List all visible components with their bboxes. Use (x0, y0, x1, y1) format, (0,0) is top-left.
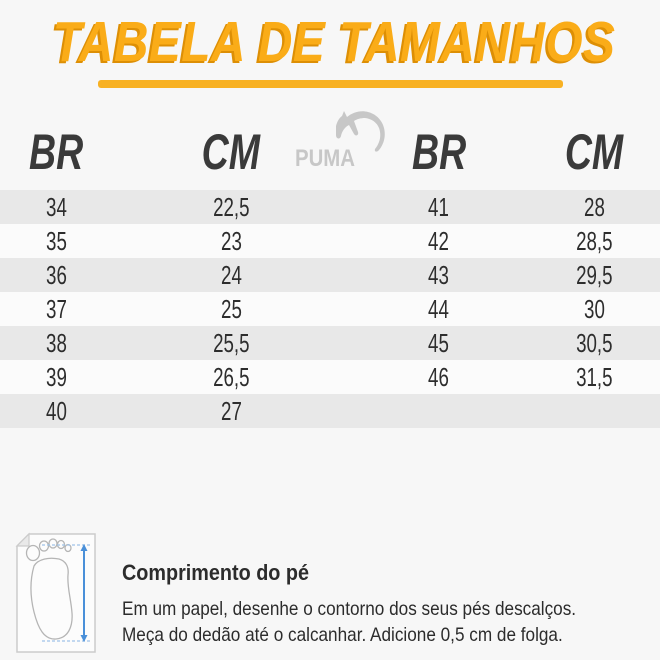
size-value: 36 (45, 259, 67, 290)
size-table-body (0, 190, 660, 428)
size-cell (528, 225, 660, 256)
size-cell (112, 395, 350, 426)
size-cell (528, 259, 660, 290)
size-cell (350, 402, 528, 420)
size-cell (112, 327, 350, 358)
foot-measurement-icon (14, 532, 98, 654)
size-cell (0, 293, 112, 324)
size-cell (0, 259, 112, 290)
size-table-header (0, 108, 660, 180)
size-value: 22,5 (212, 191, 250, 222)
puma-logo (294, 108, 396, 172)
size-value: 29,5 (575, 259, 613, 290)
size-value: 31,5 (575, 361, 613, 392)
puma-wordmark: PUMA (295, 145, 355, 172)
title-block (0, 0, 660, 88)
size-cell (350, 293, 528, 324)
info-text-block (122, 532, 638, 648)
size-cell (0, 327, 112, 358)
size-value: 37 (45, 293, 67, 324)
size-cell (528, 293, 660, 324)
size-value: 45 (428, 327, 450, 358)
size-cell (112, 191, 350, 222)
header-cm-right: CM (564, 124, 624, 180)
size-cell (350, 191, 528, 222)
size-cell (112, 225, 350, 256)
size-table (0, 108, 660, 428)
page-title: TABELA DE TAMANHOS (52, 10, 616, 74)
info-line-2: Meça do dedão até o calcanhar. Adicione 0,5 cm de folga. (122, 624, 563, 646)
size-value: 39 (45, 361, 67, 392)
size-cell (350, 361, 528, 392)
size-value: 23 (220, 225, 242, 256)
size-value: 27 (220, 395, 242, 426)
size-value: 30 (583, 293, 605, 324)
table-row (0, 360, 660, 394)
table-row (0, 190, 660, 224)
table-row (0, 224, 660, 258)
size-value: 25 (220, 293, 242, 324)
size-value: 43 (428, 259, 450, 290)
measurement-info (14, 532, 638, 654)
header-br-left: BR (29, 124, 84, 180)
table-row (0, 326, 660, 360)
size-value: 38 (45, 327, 67, 358)
header-cm-left: CM (201, 124, 261, 180)
size-value: 34 (45, 191, 67, 222)
title-underline (98, 80, 563, 88)
size-value: 30,5 (575, 327, 613, 358)
size-value: 24 (220, 259, 242, 290)
paper-fold-corner (17, 534, 29, 546)
size-value: 25,5 (212, 327, 250, 358)
table-row (0, 258, 660, 292)
size-value: 41 (428, 191, 450, 222)
size-cell (528, 327, 660, 358)
table-row (0, 292, 660, 326)
size-cell (350, 259, 528, 290)
size-value: 35 (45, 225, 67, 256)
info-heading: Comprimento do pé (122, 560, 310, 585)
size-cell (528, 402, 660, 420)
puma-logo-svg (294, 108, 396, 172)
size-value: 42 (428, 225, 450, 256)
size-cell (0, 361, 112, 392)
table-row (0, 394, 660, 428)
info-line-1: Em um papel, desenhe o contorno dos seus pés descalços. (122, 598, 577, 620)
header-br-right: BR (411, 124, 466, 180)
size-cell (0, 225, 112, 256)
size-value: 28 (583, 191, 605, 222)
size-value: 28,5 (575, 225, 613, 256)
size-cell (112, 259, 350, 290)
size-cell (350, 327, 528, 358)
size-value: 40 (45, 395, 67, 426)
size-cell (112, 293, 350, 324)
size-cell (0, 191, 112, 222)
size-cell (112, 361, 350, 392)
size-value: 26,5 (212, 361, 250, 392)
size-cell (528, 361, 660, 392)
size-cell (350, 225, 528, 256)
size-value: 46 (428, 361, 450, 392)
size-value: 44 (428, 293, 450, 324)
size-cell (0, 395, 112, 426)
size-cell (528, 191, 660, 222)
